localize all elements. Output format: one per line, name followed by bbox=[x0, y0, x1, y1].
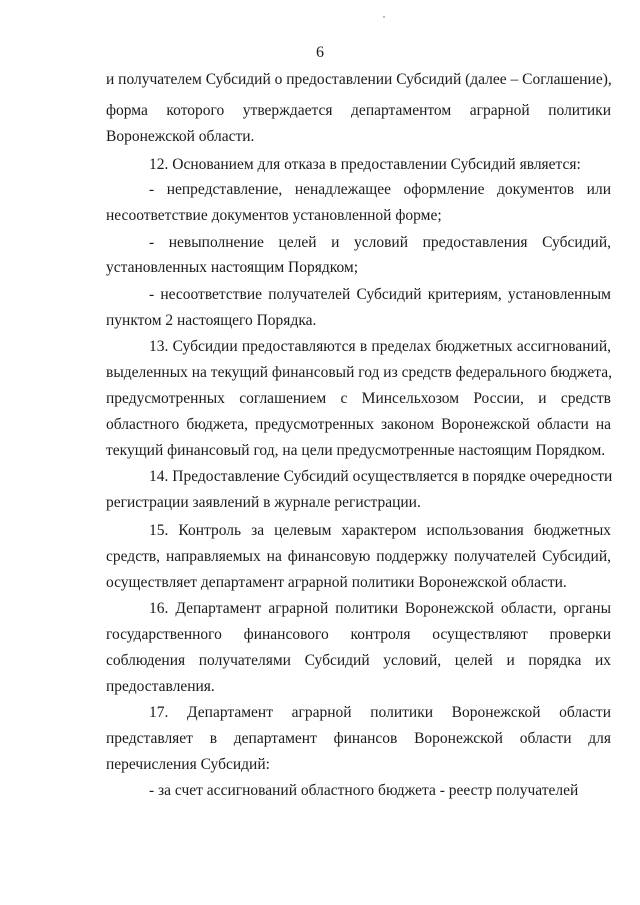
text-line: - невыполнение целей и условий предоставления Субсидий, bbox=[149, 234, 611, 251]
text-line: государственного финансового контроля осуществляют проверки bbox=[106, 626, 611, 643]
text-line: - несоответствие получателей Субсидий критериям, установленным bbox=[149, 286, 611, 303]
text-line: - за счет ассигнований областного бюджета - реестр получателей bbox=[149, 782, 579, 799]
text-line: форма которого утверждается департаментом аграрной политики bbox=[106, 102, 611, 119]
text-line: установленных настоящим Порядком; bbox=[106, 259, 359, 276]
text-line: 13. Субсидии предоставляются в пределах бюджетных ассигнований, bbox=[149, 338, 611, 355]
text-line: 14. Предоставление Субсидий осуществляется в порядке очередности bbox=[149, 468, 613, 485]
text-line: предоставления. bbox=[106, 678, 215, 695]
text-line: текущий финансовый год, на цели предусмотренные настоящим Порядком. bbox=[106, 442, 606, 459]
text-line: 12. Основанием для отказа в предоставлении Субсидий является: bbox=[149, 156, 581, 173]
text-line: областного бюджета, предусмотренных законом Воронежской области на bbox=[106, 416, 611, 433]
text-line: 16. Департамент аграрной политики Воронежской области, органы bbox=[149, 600, 611, 617]
scan-speck bbox=[383, 16, 385, 18]
text-line: - непредставление, ненадлежащее оформление документов или bbox=[149, 181, 611, 198]
text-line: осуществляет департамент аграрной политики Воронежской области. bbox=[106, 574, 567, 591]
text-line: 17. Департамент аграрной политики Воронежской области bbox=[149, 704, 611, 721]
text-line: средств, направляемых на финансовую поддержку получателей Субсидий, bbox=[106, 548, 611, 565]
text-line: перечисления Субсидий: bbox=[106, 756, 270, 773]
text-line: 15. Контроль за целевым характером использования бюджетных bbox=[149, 522, 611, 539]
text-line: пунктом 2 настоящего Порядка. bbox=[106, 312, 317, 329]
text-line: соблюдения получателями Субсидий условий, целей и порядка их bbox=[106, 652, 611, 669]
text-line: регистрации заявлений в журнале регистрации. bbox=[106, 494, 421, 511]
text-line: несоответствие документов установленной форме; bbox=[106, 207, 442, 224]
text-line: представляет в департамент финансов Воронежской области для bbox=[106, 730, 611, 747]
text-line: выделенных на текущий финансовый год из средств федерального бюджета, bbox=[106, 364, 612, 381]
text-line: и получателем Субсидий о предоставлении Субсидий (далее – Соглашение), bbox=[106, 71, 612, 88]
page-number: 6 bbox=[316, 44, 324, 61]
text-line: предусмотренных соглашением с Минсельхозом России, и средств bbox=[106, 390, 611, 407]
text-line: Воронежской области. bbox=[106, 128, 255, 145]
